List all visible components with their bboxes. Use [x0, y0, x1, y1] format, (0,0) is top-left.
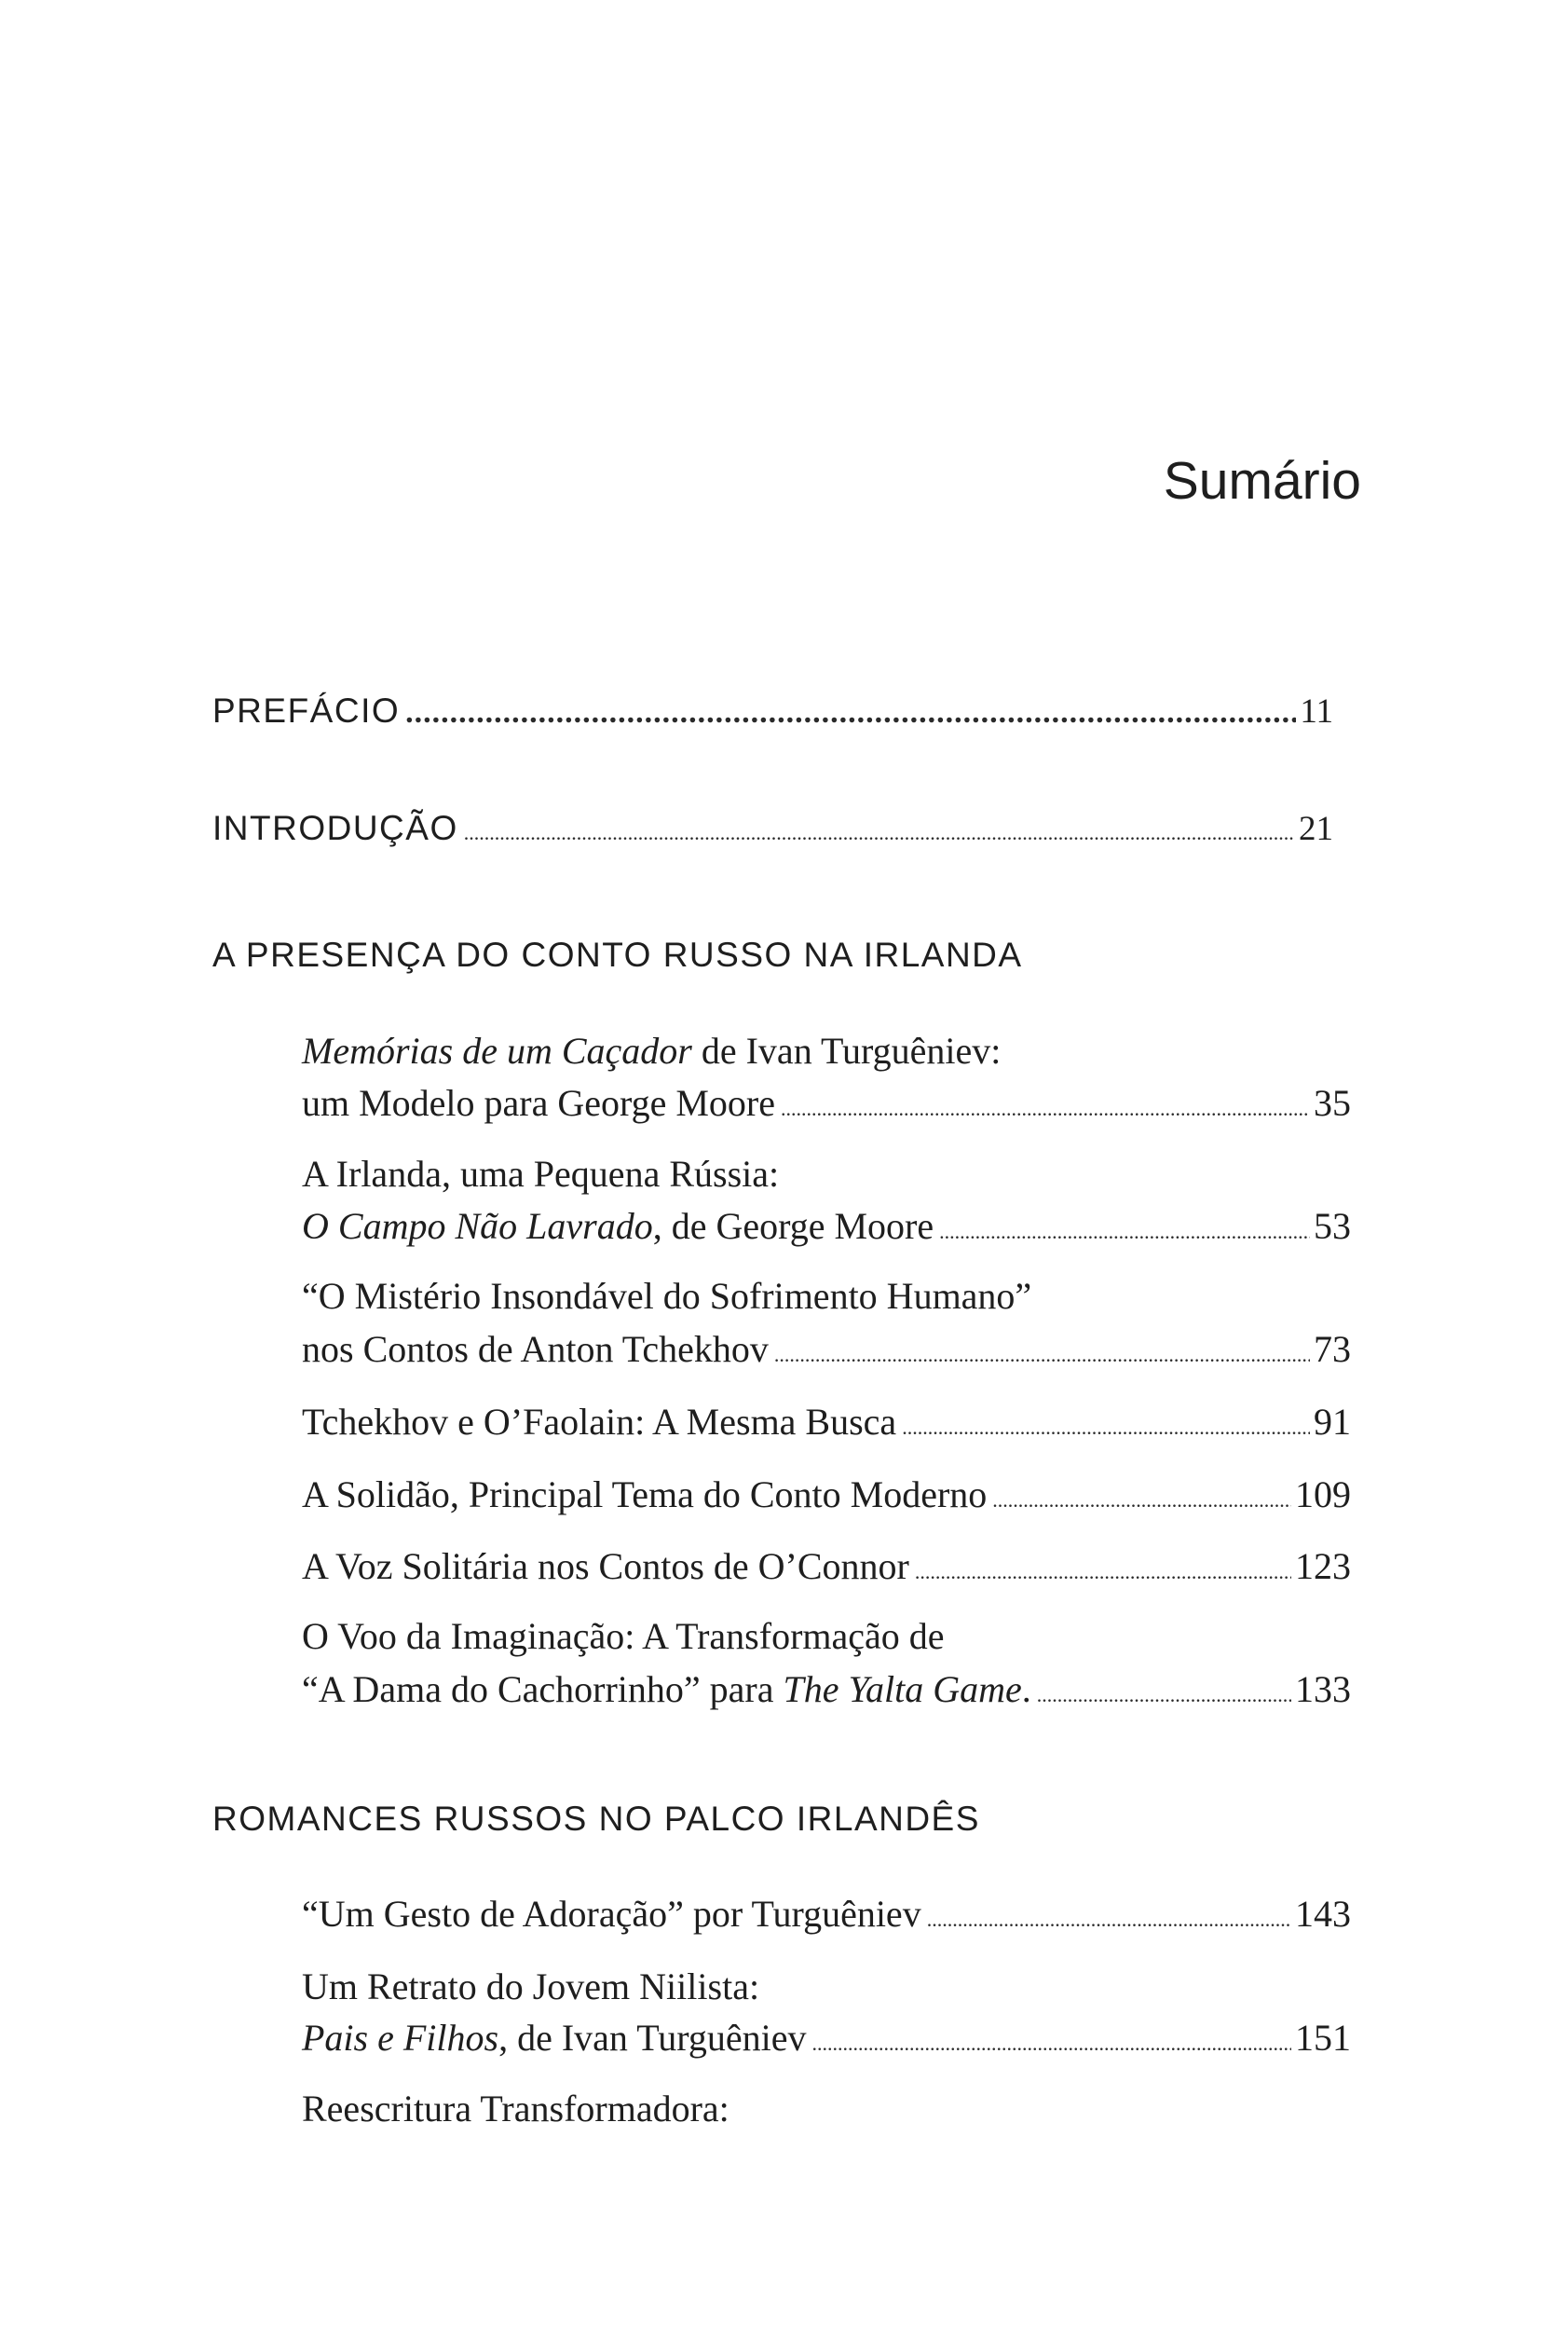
toc-entry-line[interactable]	[302, 1965, 760, 2007]
page-number: 11	[1300, 692, 1333, 731]
toc-entry-prefacio[interactable]	[212, 692, 1333, 732]
toc-entry-label-start: “A Dama do Cachorrinho” para	[302, 1668, 784, 1710]
toc-entry-label: “Um Gesto de Adoração” por Turguêniev	[302, 1893, 921, 1935]
toc-entry[interactable]	[302, 1667, 1351, 1711]
toc-entry-label: A Solidão, Principal Tema do Conto Moderno	[302, 1473, 988, 1515]
page-title: Sumário	[1163, 451, 1361, 511]
page-number: 133	[1295, 1668, 1351, 1710]
toc-entry-label	[302, 2016, 806, 2060]
page-number: 73	[1314, 1328, 1351, 1370]
section-heading: A PRESENÇA DO CONTO RUSSO NA IRLANDA	[212, 936, 1023, 974]
toc-entry-line[interactable]	[302, 1153, 780, 1195]
dot-leader	[774, 1343, 1310, 1367]
page-number: 91	[1314, 1401, 1351, 1443]
toc-entry-label: Um Retrato do Jovem Niilista:	[302, 1965, 760, 2007]
italic-title: Memórias de um Caçador	[302, 1030, 692, 1072]
section-heading: ROMANCES RUSSOS NO PALCO IRLANDÊS	[212, 1800, 980, 1838]
page-number: 21	[1299, 810, 1333, 848]
dot-leader	[902, 1416, 1310, 1440]
toc-entry-label: um Modelo para George Moore	[302, 1082, 776, 1124]
toc-entry-label: de Ivan Turguêniev:	[691, 1030, 1002, 1072]
dot-leader	[1037, 1683, 1291, 1707]
toc-entry-label: Tchekhov e O’Faolain: A Mesma Busca	[302, 1401, 897, 1443]
dot-leader	[927, 1908, 1291, 1932]
toc-entry-label: PREFÁCIO	[212, 692, 401, 730]
toc-entry[interactable]	[302, 1472, 1351, 1516]
toc-entry[interactable]	[302, 1327, 1351, 1371]
toc-entry-line[interactable]	[302, 2090, 729, 2128]
toc-entry-line[interactable]	[302, 1615, 945, 1657]
dot-leader	[405, 695, 1296, 731]
page-number: 35	[1314, 1082, 1351, 1124]
toc-entry-label: “O Mistério Insondável do Sofrimento Humano”	[302, 1275, 1032, 1317]
toc-entry-label-rest: , de Ivan Turguêniev	[498, 2017, 807, 2059]
toc-entry[interactable]	[302, 1892, 1351, 1936]
toc-entry-label	[302, 1667, 1031, 1711]
dot-leader	[464, 821, 1295, 845]
dot-leader	[992, 1488, 1291, 1513]
toc-entry-label: Reescritura Transformadora:	[302, 2088, 729, 2129]
page-number: 109	[1295, 1473, 1351, 1515]
toc-entry-label-end: .	[1021, 1668, 1031, 1710]
dot-leader	[939, 1220, 1310, 1244]
italic-title: Pais e Filhos	[302, 2017, 499, 2059]
italic-title: O Campo Não Lavrado	[302, 1205, 653, 1247]
page-number: 53	[1314, 1205, 1351, 1247]
toc-entry-label-rest: , de George Moore	[652, 1205, 934, 1247]
toc-entry-label	[302, 1204, 934, 1248]
toc-entry-line[interactable]	[302, 1275, 1032, 1317]
toc-entry-label: nos Contos de Anton Tchekhov	[302, 1328, 769, 1370]
toc-entry[interactable]	[302, 1544, 1351, 1588]
toc-entry-label: O Voo da Imaginação: A Transformação de	[302, 1615, 945, 1657]
page-number: 123	[1295, 1545, 1351, 1587]
toc-entry-label: INTRODUÇÃO	[212, 809, 458, 847]
page-number: 143	[1295, 1893, 1351, 1935]
toc-entry[interactable]	[302, 1400, 1351, 1444]
page-number: 151	[1295, 2017, 1351, 2059]
italic-title: The Yalta Game	[783, 1668, 1022, 1710]
dot-leader	[781, 1097, 1310, 1121]
toc-entry-introducao[interactable]	[212, 809, 1333, 849]
toc-entry[interactable]	[302, 2016, 1351, 2060]
dot-leader	[915, 1560, 1291, 1584]
toc-entry-label: A Voz Solitária nos Contos de O’Connor	[302, 1545, 909, 1587]
toc-entry[interactable]	[302, 1204, 1351, 1248]
toc-entry-label: A Irlanda, uma Pequena Rússia:	[302, 1153, 780, 1195]
dot-leader	[811, 2032, 1291, 2056]
toc-entry[interactable]	[302, 1081, 1351, 1125]
toc-entry-line[interactable]	[302, 1030, 1002, 1072]
